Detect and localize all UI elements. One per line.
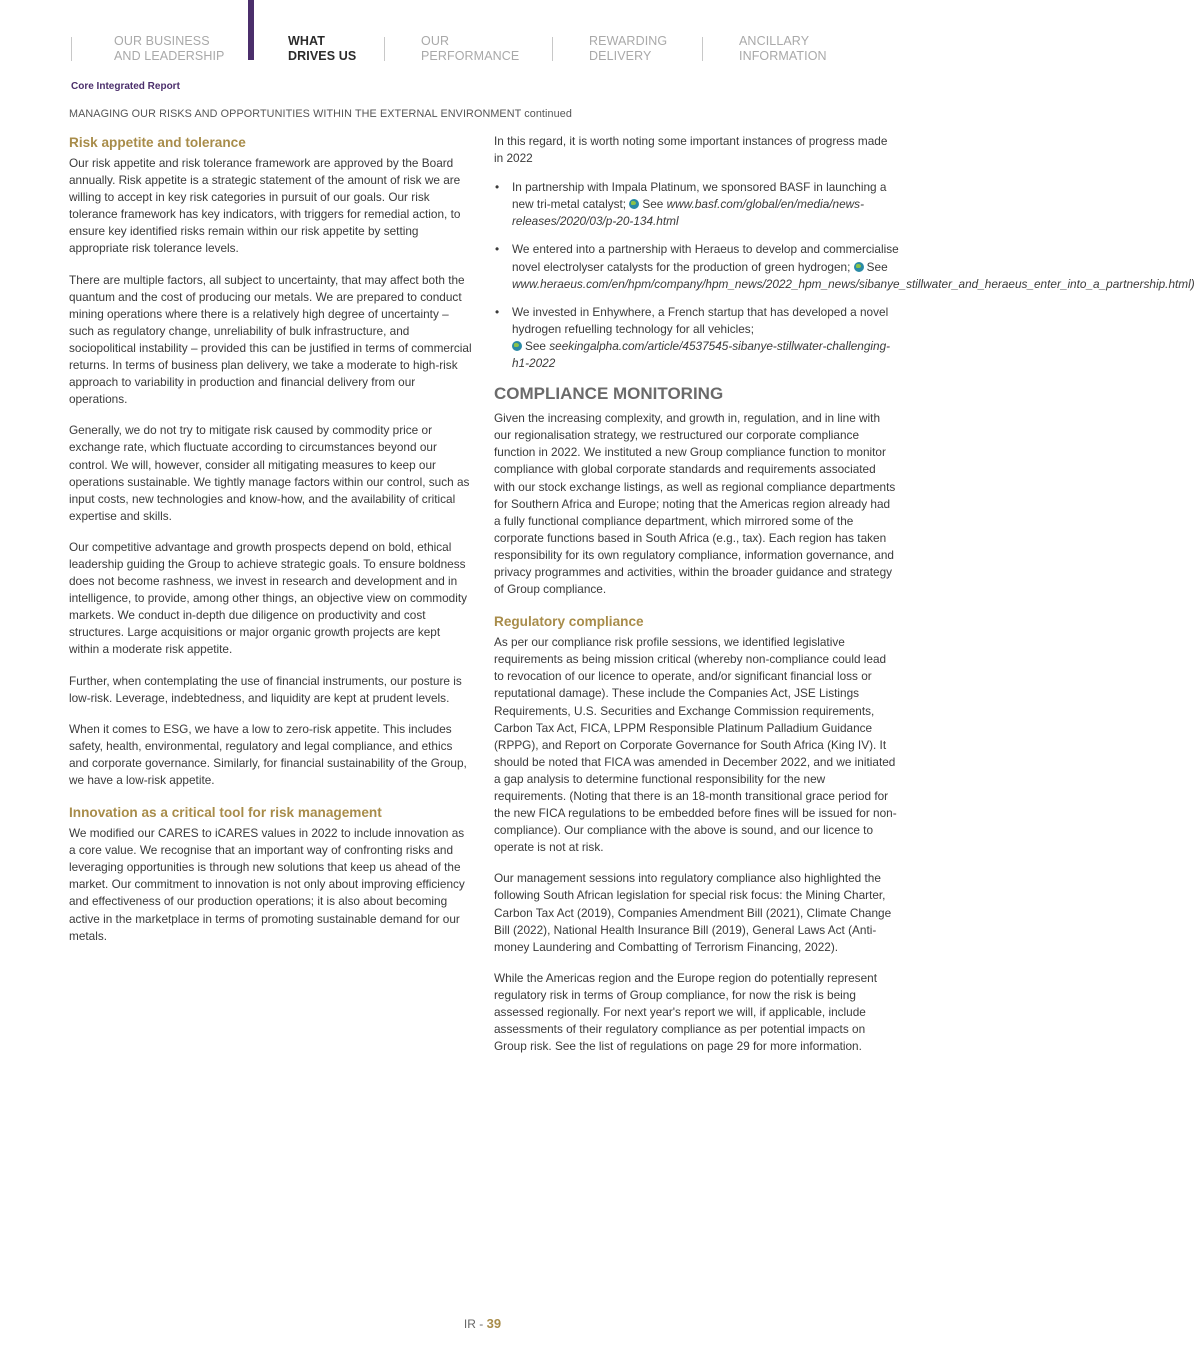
footer-prefix: IR -: [463, 1317, 487, 1331]
external-link[interactable]: www.heraeus.com/en/hpm/company/hpm_news/2022_hpm_news/sibanye_stillwater_and_heraeus_enter_into_a_partnership.html): [512, 276, 1195, 291]
nav-item-line: OUR BUSINESS: [114, 34, 210, 48]
left-column: [69, 133, 473, 959]
heading-innovation: Innovation as a critical tool for risk management: [69, 805, 382, 821]
paragraph: When it comes to ESG, we have a low to zero-risk appetite. This includes safety, health, environmental, regulatory and legal compliance, and ethics and corporate governance. Similarly, for financial sustainability of the Group, we have a low-risk appetite.: [69, 721, 467, 787]
globe-icon: [854, 262, 864, 272]
paragraph: As per our compliance risk profile sessions, we identified legislative requirements as being mission critical (whereby non-compliance could lead to revocation of our licence to operate, and/or significant financial loss or reputational damage). These include the Companies Act, JSE Listings Requirements, U.S. Securities and Exchange Commission requirements, Carbon Tax Act, FICA, LPPM Responsible Platinum Palladium Guidance (RPPG), and Report on Corporate Governance for South Africa (King IV). It should be noted that FICA was amended in December 2022, and we initiated a gap analysis to determine functional responsibility for the new requirements. (Noting that there is an 18-month transitional grace period for the new FICA regulations to be embedded before fines will be issued for non-compliance). Our compliance with the above is sound, and our licence to operate is not at risk.: [494, 635, 897, 855]
see-label: See: [642, 197, 664, 212]
nav-item-line: PERFORMANCE: [421, 49, 520, 63]
globe-icon: [629, 199, 639, 209]
list-item: [494, 304, 899, 372]
heading-risk-appetite: Risk appetite and tolerance: [69, 135, 246, 150]
right-column: [494, 133, 1195, 1069]
paragraph: While the Americas region and the Europe region do potentially represent regulatory risk in terms of Group compliance, for now the risk is being assessed regionally. For next year's report we will, if applicable, include assessments of their regulatory compliance as per potential impacts on Group risk. See the list of regulations on page 29 for more information.: [494, 970, 877, 1054]
page-footer: [0, 1316, 965, 1331]
nav-item-line: AND LEADERSHIP: [114, 49, 225, 63]
nav-separator: [552, 37, 553, 61]
nav-item-line: DELIVERY: [589, 49, 652, 63]
list-item: [494, 179, 899, 230]
see-label: See: [866, 259, 888, 274]
bullet-text: We entered into a partnership with Heraeus to develop and commercialise novel electrolyser catalysts for the production of green hydrogen;: [512, 242, 899, 274]
nav-item-line: REWARDING: [589, 34, 668, 48]
external-link[interactable]: www.basf.com/global/en/media/news-releases/2020/03/p-20-134.html: [512, 197, 865, 229]
nav-item-line: ANCILLARY: [739, 34, 810, 48]
heading-regulatory-compliance: Regulatory compliance: [494, 614, 644, 630]
progress-list: [494, 179, 1195, 372]
report-label: Core Integrated Report: [71, 81, 180, 92]
nav-separator: [384, 37, 385, 61]
bullet-text: In partnership with Impala Platinum, we sponsored BASF in launching a new tri-metal catalyst;: [512, 180, 887, 212]
nav-item-line: WHAT: [288, 34, 325, 48]
paragraph: Our competitive advantage and growth prospects depend on bold, ethical leadership guiding the Group to achieve strategic goals. To ensure boldness does not become rashness, we invest in research and development and in intelligence, to provide, among other things, an objective view on commodity markets. We conduct in-depth due diligence on productivity and cost structures. Large acquisitions or major organic growth projects are kept within a moderate risk appetite.: [69, 539, 468, 657]
bullet-text: We invested in Enhywhere, a French startup that has developed a novel hydrogen refuelling technology for all vehicles;: [512, 304, 889, 336]
nav-active-indicator: [248, 0, 254, 60]
nav-item-rewarding-delivery[interactable]: [589, 34, 667, 64]
section-title: MANAGING OUR RISKS AND OPPORTUNITIES WITHIN THE EXTERNAL ENVIRONMENT continued: [69, 108, 572, 120]
paragraph: Further, when contemplating the use of financial instruments, our posture is low-risk. Leverage, indebtedness, and liquidity are kept at prudent levels.: [69, 673, 462, 705]
paragraph: In this regard, it is worth noting some important instances of progress made in 2022: [494, 134, 888, 166]
external-link[interactable]: seekingalpha.com/article/4537545-sibanye-stillwater-challenging-h1-2022: [512, 338, 891, 371]
paragraph: We modified our CARES to iCARES values in 2022 to include innovation as a core value. We recognise that an important way of confronting risks and leveraging opportunities is through new solutions that keep us ahead of the market. Our commitment to innovation is not only about improving efficiency and effectiveness of our production operations; it is also about becoming active in the marketplace in terms of promoting sustainable demand for our metals.: [69, 826, 465, 943]
paragraph: Generally, we do not try to mitigate risk caused by commodity price or exchange rate, which fluctuate according to circumstances beyond our control. We will, however, consider all mitigating measures to keep our operations sustainable. We tightly manage factors within our control, such as input costs, new technologies and know-how, and the availability of critical expertise and skills.: [69, 423, 470, 523]
nav-item-line: DRIVES US: [288, 49, 357, 63]
globe-icon: [512, 341, 522, 351]
nav-item-our-performance[interactable]: [421, 34, 519, 64]
top-navigation: [0, 0, 965, 80]
paragraph: Our risk appetite and risk tolerance framework are approved by the Board annually. Risk appetite is a strategic statement of the amount of risk we are willing to accept in key risk categories in pursuit of our goals. Our risk tolerance framework has key indicators, with triggers for remedial action, to ensure key identified risks remain within our risk appetite by setting appropriate risk tolerance levels.: [69, 156, 461, 256]
bullet-icon: •: [495, 242, 500, 257]
nav-separator: [71, 37, 72, 61]
see-label: See: [525, 338, 546, 353]
nav-item-what-drives-us[interactable]: [288, 34, 356, 64]
nav-item-our-business[interactable]: [114, 34, 224, 64]
bullet-icon: •: [495, 180, 500, 195]
heading-compliance-monitoring: COMPLIANCE MONITORING: [494, 384, 724, 404]
paragraph: Given the increasing complexity, and growth in, regulation, and in line with our regionalisation strategy, we restructured our corporate compliance function in 2022. We instituted a new Group compliance function to monitor compliance with global corporate standards and requirements associated with our stock exchange listings, as well as regional compliance departments for Southern Africa and Europe; noting that the Americas region already had a fully functional compliance department, which mirrored some of the corporate functions based in South Africa (e.g., tax). Each region has taken responsibility for its own regulatory compliance, information governance, and privacy programmes and activities, within the broader guidance and strategy of Group compliance.: [494, 411, 896, 597]
nav-item-line: OUR: [421, 34, 450, 48]
paragraph: There are multiple factors, all subject to uncertainty, that may affect both the quantum and the cost of producing our metals. We are prepared to conduct mining operations where there is a relatively high degree of uncertainty – such as regulatory change, unreliability of bulk infrastructure, and sociopolitical instability – provided this can be justified in terms of commercial returns. In terms of business plan delivery, we take a moderate to high-risk approach to variability in production and financial delivery from our operations.: [69, 272, 472, 407]
bullet-icon: •: [495, 304, 500, 319]
page-number: 39: [486, 1316, 502, 1331]
nav-separator: [702, 37, 703, 61]
nav-item-ancillary-information[interactable]: [739, 34, 827, 64]
paragraph: Our management sessions into regulatory compliance also highlighted the following South African legislation for special risk focus: the Mining Charter, Carbon Tax Act (2019), Companies Amendment Bill (2021), Climate Change Bill (2022), National Health Insurance Bill (2019), General Laws Act (Anti-money Laundering and Combatting of Terrorism Financing, 2022).: [494, 871, 892, 954]
nav-item-line: INFORMATION: [739, 49, 827, 63]
list-item: [494, 241, 1195, 292]
